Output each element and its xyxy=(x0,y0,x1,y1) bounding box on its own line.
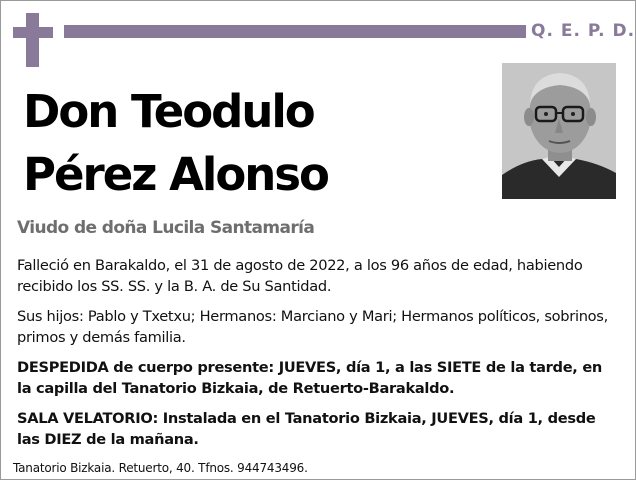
cross-icon xyxy=(13,13,53,67)
header-rule xyxy=(64,25,526,38)
funeral-home-footer: Tanatorio Bizkaia. Retuerto, 40. Tfnos. 944743496. xyxy=(13,461,308,475)
death-notice-paragraph: Falleció en Barakaldo, el 31 de agosto de 2022, a los 96 años de edad, habiendo recibido los SS. SS. y la B. A. de Su Santidad. xyxy=(17,257,583,295)
portrait-image xyxy=(502,63,616,199)
farewell-paragraph: DESPEDIDA de cuerpo presente: JUEVES, día 1, a las SIETE de la tarde, en la capilla del Tanatorio Bizkaia, de Retuerto-Barakaldo. xyxy=(17,359,603,397)
wake-room-paragraph: SALA VELATORIO: Instalada en el Tanatorio Bizkaia, JUEVES, día 1, desde las DIEZ de la mañana. xyxy=(17,410,596,448)
deceased-name-line1: Don Teodulo xyxy=(23,85,314,138)
widower-subtitle: Viudo de doña Lucila Santamaría xyxy=(17,218,315,238)
family-paragraph: Sus hijos: Pablo y Txetxu; Hermanos: Marciano y Mari; Hermanos políticos, sobrinos, primos y demás familia. xyxy=(17,308,608,346)
obituary-body xyxy=(17,255,617,459)
portrait-photo xyxy=(502,63,616,199)
qepd-label: Q. E. P. D. xyxy=(531,21,636,41)
deceased-name-line2: Pérez Alonso xyxy=(23,148,328,201)
